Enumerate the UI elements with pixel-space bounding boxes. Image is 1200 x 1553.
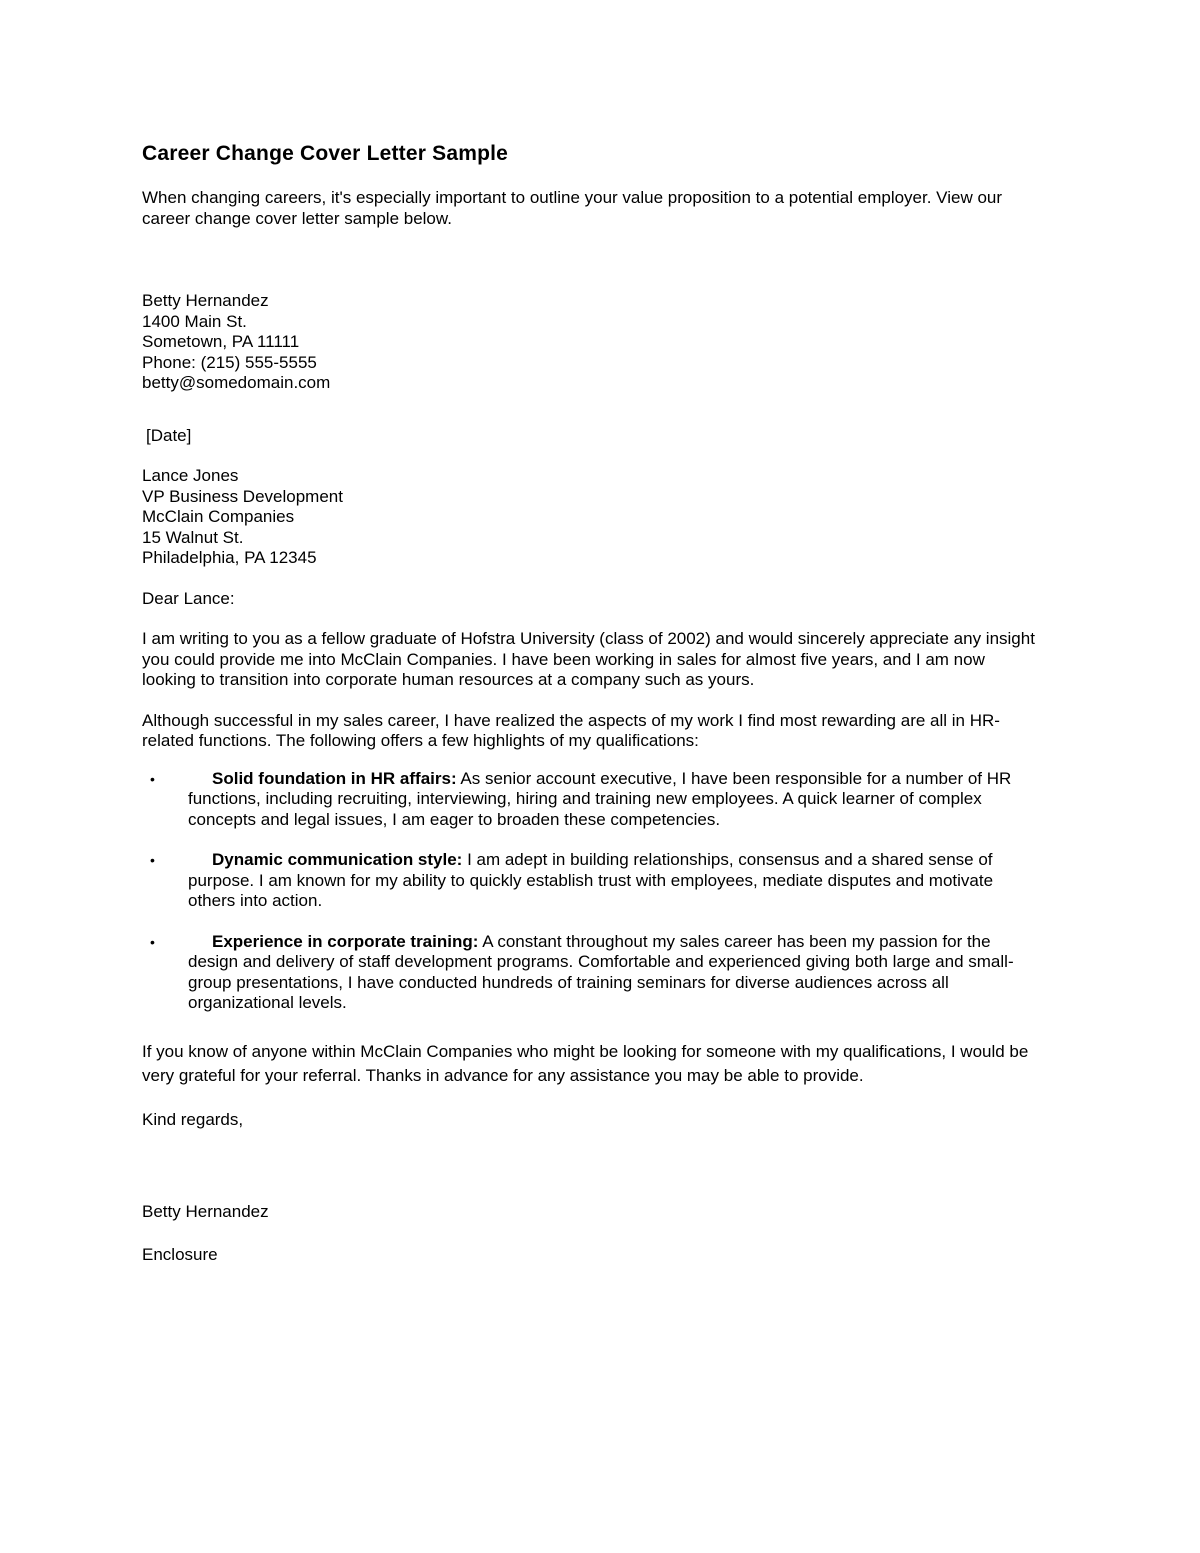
highlight-text: I am adept in building relationships, consensus and a shared sense of purpose. I am known for my ability to quickly establish trust with employees, mediate disputes and motivate others into action.	[188, 850, 994, 910]
sender-email: betty@somedomain.com	[142, 373, 331, 392]
body-paragraph-1: I am writing to you as a fellow graduate of Hofstra University (class of 2002) and would sincerely appreciate any insight you could provide me into McClain Companies. I have been working in sales for almost five years, and I am now looking to transition into corporate human resources at a company such as yours.	[142, 629, 1035, 689]
closing-line: Kind regards,	[142, 1109, 244, 1129]
recipient-city: Philadelphia, PA 12345	[142, 548, 317, 567]
body-paragraph-3: If you know of anyone within McClain Companies who might be looking for someone with my qualifications, I would be very grateful for your referral. Thanks in advance for any assistance you may be able to provide.	[142, 1041, 1029, 1085]
sender-phone: Phone: (215) 555-5555	[142, 352, 317, 372]
sender-street: 1400 Main St.	[142, 311, 247, 331]
document-title: Career Change Cover Letter Sample	[142, 142, 509, 165]
recipient-company: McClain Companies	[142, 507, 295, 526]
highlight-text: As senior account executive, I have been responsible for a number of HR functions, including recruiting, interviewing, hiring and training new employees. A quick learner of complex concepts and legal issues, I am eager to broaden these competencies.	[188, 768, 1012, 829]
recipient-title: VP Business Development	[142, 486, 343, 506]
list-item	[142, 932, 1042, 1014]
bullet-icon: •	[150, 852, 155, 868]
highlight-title: Solid foundation in HR affairs:	[212, 768, 457, 788]
sender-name: Betty Hernandez	[142, 291, 269, 310]
list-item	[142, 769, 1042, 831]
recipient-address-block	[142, 466, 1042, 569]
sender-city: Sometown, PA 11111	[142, 332, 300, 351]
body-paragraph-2: Although successful in my sales career, I have realized the aspects of my work I find most rewarding are all in HR-related functions. The following offers a few highlights of my qualifications:	[142, 710, 1000, 750]
bullet-icon: •	[150, 933, 155, 950]
sender-address-block	[142, 291, 1042, 394]
highlight-text: A constant throughout my sales career has been my passion for the design and delivery of staff development programs. Comfortable and experienced giving both large and small-group presentations, I have conducted hundreds of training seminars for diverse audiences across all organizational levels.	[188, 931, 1014, 1012]
list-item	[142, 850, 1042, 912]
bullet-icon: •	[150, 770, 155, 787]
letter-date: [Date]	[146, 425, 192, 445]
highlight-title: Dynamic communication style:	[212, 850, 463, 869]
highlight-title: Experience in corporate training:	[212, 931, 479, 951]
salutation: Dear Lance:	[142, 588, 235, 608]
recipient-name: Lance Jones	[142, 466, 239, 485]
qualification-highlights-list	[142, 769, 1042, 1014]
intro-paragraph: When changing careers, it's especially important to outline your value proposition to a potential employer. View our career change cover letter sample below.	[142, 188, 1003, 228]
letter-document	[142, 140, 1042, 1265]
signature-name: Betty Hernandez	[142, 1202, 269, 1221]
enclosure-note: Enclosure	[142, 1244, 218, 1264]
recipient-street: 15 Walnut St.	[142, 527, 244, 547]
